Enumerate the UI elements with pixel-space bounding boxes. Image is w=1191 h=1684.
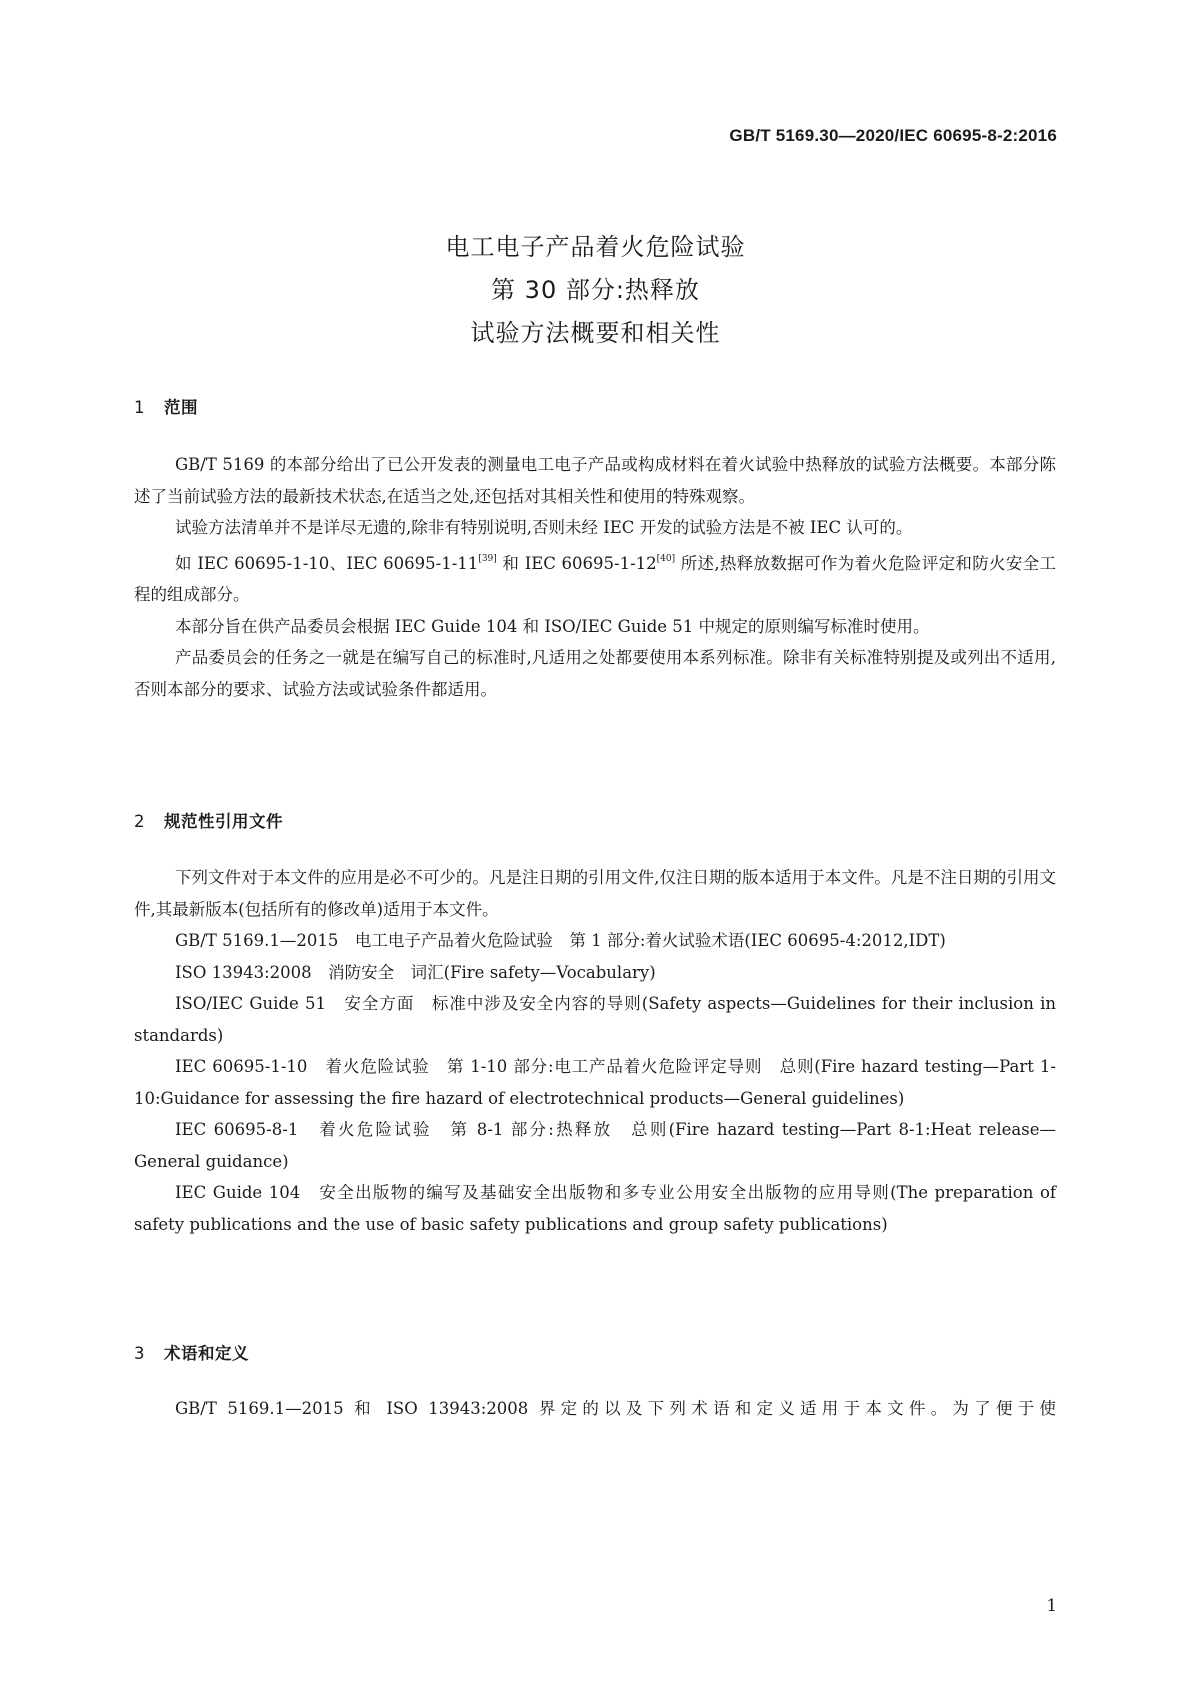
section-1-body — [134, 449, 1056, 705]
title-line-3: 试验方法概要和相关性 — [470, 319, 721, 347]
section-3-heading — [134, 1340, 249, 1364]
standard-number: GB/T 5169.30—2020/IEC 60695-8-2:2016 — [729, 126, 1057, 145]
section-2-heading — [134, 808, 283, 832]
document-title — [0, 226, 1191, 355]
section-number: 3 — [134, 1344, 145, 1363]
paragraph-text: 和 IEC 60695-1-12 — [496, 553, 657, 573]
page-number: 1 — [1046, 1596, 1057, 1615]
paragraph: 下列文件对于本文件的应用是必不可少的。凡是注日期的引用文件,仅注日期的版本适用于本文件。凡是不注日期的引用文件,其最新版本(包括所有的修改单)适用于本文件。 — [134, 868, 1056, 919]
paragraph-text: 如 IEC 60695-1-10、IEC 60695-1-11 — [175, 553, 479, 573]
section-3-body — [134, 1393, 1056, 1456]
paragraph: 本部分旨在供产品委员会根据 IEC Guide 104 和 ISO/IEC Guide 51 中规定的原则编写标准时使用。 — [175, 616, 930, 636]
reference-citation: [40] — [656, 553, 676, 564]
section-number: 2 — [134, 812, 145, 831]
section-number: 1 — [134, 398, 145, 417]
title-line-2: 第 30 部分:热释放 — [491, 276, 700, 304]
reference-citation: [39] — [478, 553, 497, 564]
section-1-heading — [134, 394, 198, 418]
section-title: 范围 — [164, 398, 198, 417]
section-title: 规范性引用文件 — [164, 812, 283, 831]
normative-reference: IEC 60695-8-1 着火危险试验 第 8-1 部分:热释放 总则(Fire hazard testing—Part 8-1:Heat release—General guidance) — [134, 1120, 1056, 1171]
paragraph: 试验方法清单并不是详尽无遗的,除非有特别说明,否则未经 IEC 开发的试验方法是不被 IEC 认可的。 — [175, 518, 913, 537]
normative-reference: ISO 13943:2008 消防安全 词汇(Fire safety—Vocabulary) — [175, 962, 656, 982]
paragraph: GB/T 5169 的本部分给出了已公开发表的测量电工电子产品或构成材料在着火试验中热释放的试验方法概要。本部分陈述了当前试验方法的最新技术状态,在适当之处,还包括对其相关性和使用的特殊观察。 — [134, 455, 1056, 506]
normative-reference: ISO/IEC Guide 51 安全方面 标准中涉及安全内容的导则(Safety aspects—Guidelines for their inclusion in standards) — [134, 994, 1056, 1045]
section-2-body — [134, 862, 1056, 1240]
paragraph: 产品委员会的任务之一就是在编写自己的标准时,凡适用之处都要使用本系列标准。除非有关标准特别提及或列出不适用,否则本部分的要求、试验方法或试验条件都适用。 — [134, 648, 1056, 699]
normative-reference: IEC Guide 104 安全出版物的编写及基础安全出版物和多专业公用安全出版物的应用导则(The preparation of safety publications and the use of basic safety publications and group safety publications) — [134, 1183, 1056, 1234]
normative-reference: GB/T 5169.1—2015 电工电子产品着火危险试验 第 1 部分:着火试验术语(IEC 60695-4:2012,IDT) — [175, 931, 946, 950]
paragraph-text: 所述,热释放数据可作为着火危险评定和防火安全工程的组成部分。 — [134, 553, 1056, 604]
paragraph: GB/T 5169.1—2015 和 ISO 13943:2008 界定的以及下列术语和定义适用于本文件。为了便于使 — [175, 1399, 1056, 1418]
normative-reference: IEC 60695-1-10 着火危险试验 第 1-10 部分:电工产品着火危险评定导则 总则(Fire hazard testing—Part 1-10:Guidance for assessing the fire hazard of electrotechnical products—General guidelines) — [134, 1057, 1056, 1108]
paragraph — [134, 544, 1056, 611]
section-title: 术语和定义 — [164, 1344, 249, 1363]
title-line-1: 电工电子产品着火危险试验 — [445, 233, 746, 261]
